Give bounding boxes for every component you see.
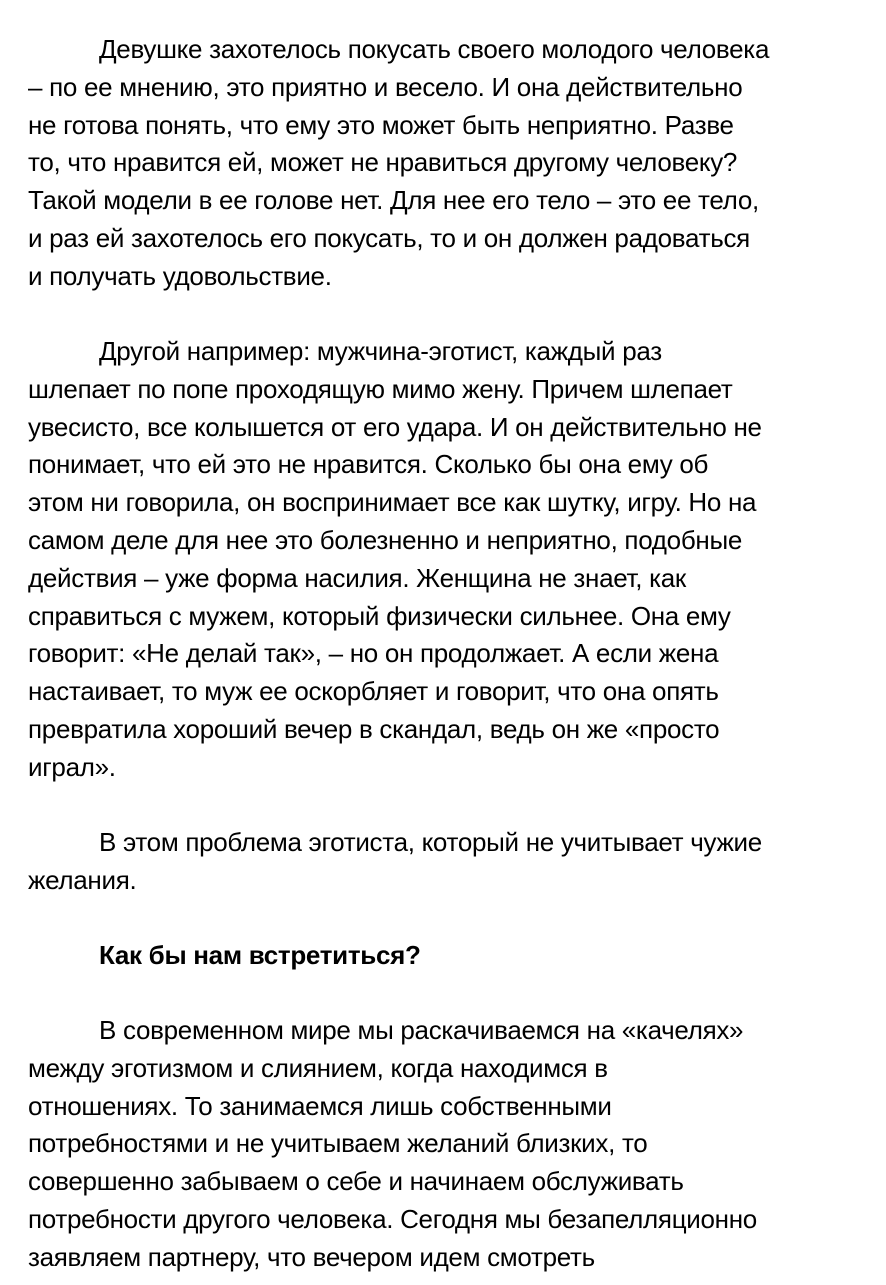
section-heading: Как бы нам встретиться? [99, 940, 421, 970]
paragraph-4 [28, 1012, 868, 1277]
text-line: понимает, что ей это не нравится. Сколько бы она ему об [28, 449, 709, 480]
text-line: Девушке захотелось покусать своего молодого человека [99, 34, 770, 64]
text-line: В этом проблема эготиста, который не учитывает чужие [99, 827, 762, 857]
text-line: Такой модели в ее голове нет. Для нее его тело – это ее тело, [28, 185, 759, 216]
text-line: Другой например: мужчина-эготист, каждый раз [99, 336, 662, 366]
text-line: не готова понять, что ему это может быть неприятно. Разве [28, 109, 734, 140]
text-line: действия – уже форма насилия. Женщина не знает, как [28, 562, 686, 593]
text-line: – по ее мнению, это приятно и весело. И она действительно [28, 71, 743, 102]
text-line: совершенно забываем о себе и начинаем обслуживать [28, 1166, 684, 1197]
text-line: между эготизмом и слиянием, когда находимся в [28, 1052, 608, 1083]
paragraph-1 [28, 31, 868, 296]
text-line: и получать удовольствие. [28, 260, 332, 291]
text-line: то, что нравится ей, может не нравиться другому человеку? [28, 147, 738, 178]
paragraph-3 [28, 824, 868, 900]
text-line: говорит: «Не делай так», – но он продолжает. А если жена [28, 638, 719, 669]
text-line: потребностями и не учитываем желаний близких, то [28, 1128, 648, 1159]
text-line: шлепает по попе проходящую мимо жену. Причем шлепает [28, 373, 733, 404]
text-line: потребности другого человека. Сегодня мы безапелляционно [28, 1203, 757, 1234]
text-line: превратила хороший вечер в скандал, ведь он же «просто [28, 713, 720, 744]
text-line: увесисто, все колышется от его удара. И он действительно не [28, 411, 762, 442]
text-line: самом деле для нее это болезненно и неприятно, подобные [28, 524, 743, 555]
text-line: этом ни говорила, он воспринимает все как шутку, игру. Но на [28, 487, 757, 518]
text-line: справиться с мужем, который физически сильнее. Она ему [28, 600, 731, 631]
text-line: и раз ей захотелось его покусать, то и он должен радоваться [28, 222, 750, 253]
text-line: В современном мире мы раскачиваемся на «качелях» [99, 1015, 744, 1045]
text-line: желания. [28, 864, 137, 895]
text-line: настаивает, то муж ее оскорбляет и говорит, что она опять [28, 676, 719, 707]
text-line: отношениях. То занимаемся лишь собственными [28, 1090, 612, 1121]
text-line: играл». [28, 751, 116, 782]
paragraph-2 [28, 333, 868, 787]
text-line: заявляем партнеру, что вечером идем смотреть [28, 1241, 595, 1272]
